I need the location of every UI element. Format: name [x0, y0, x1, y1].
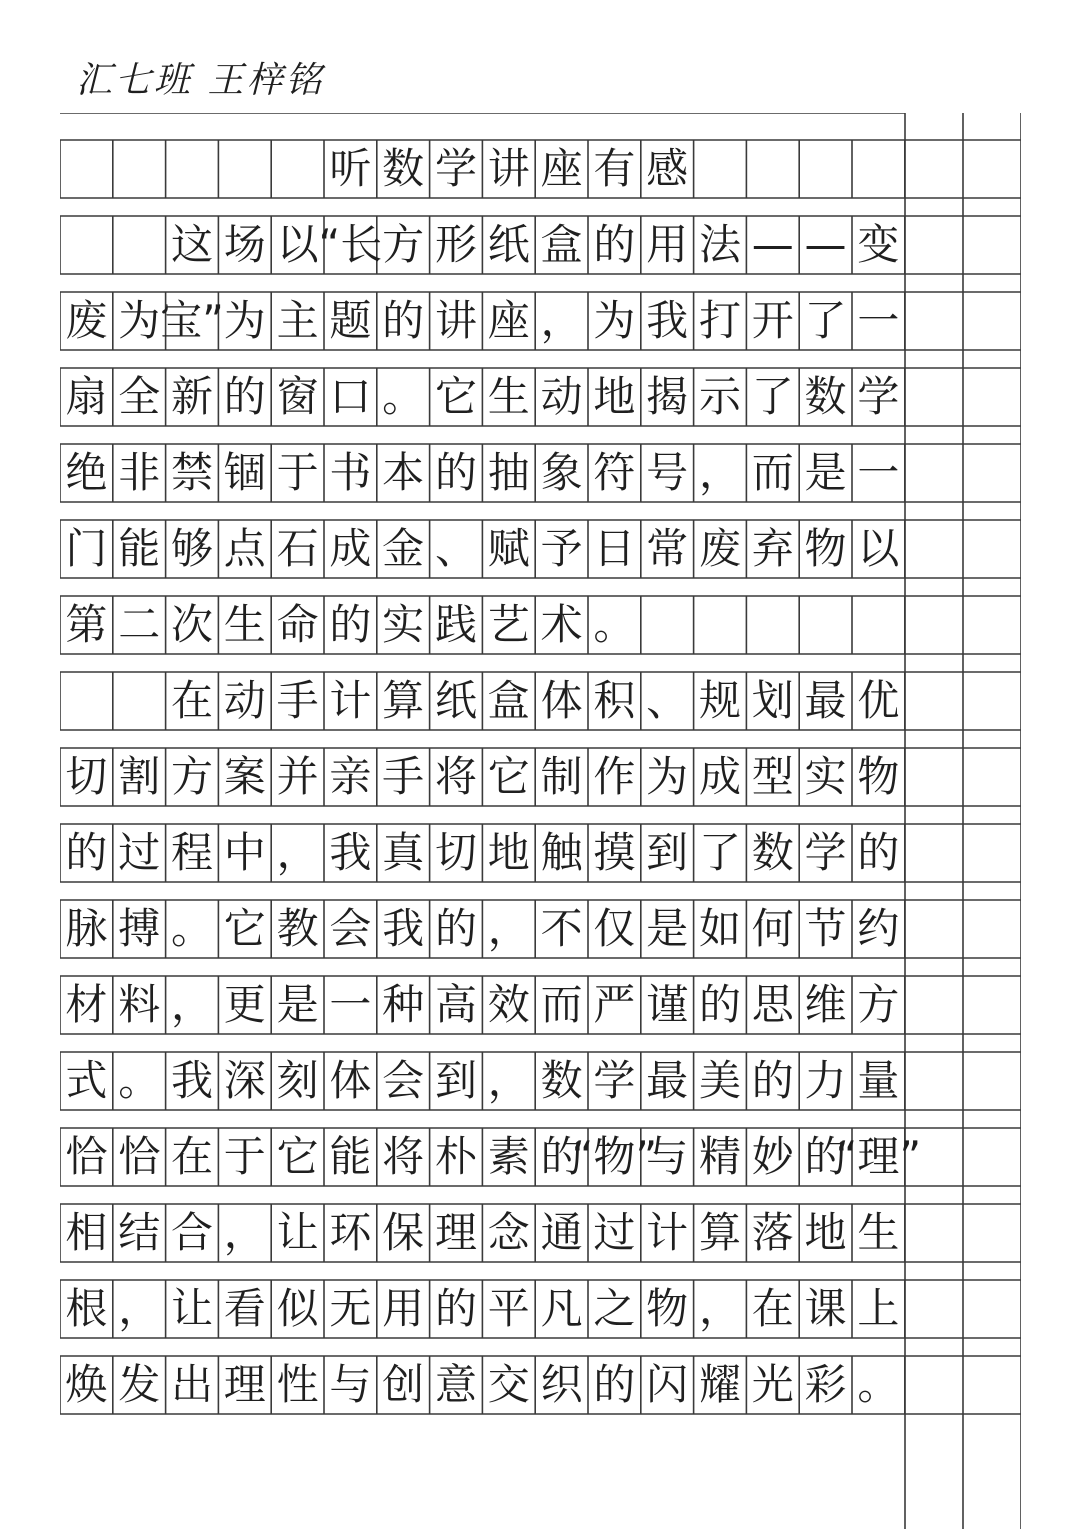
grid-cell: 不 [540, 904, 583, 953]
grid-cell: 平 [487, 1284, 530, 1333]
grid-cell: 理 [223, 1360, 266, 1409]
grid-cell: 为 [593, 296, 636, 345]
grid-cell: 的 [329, 600, 372, 649]
grid-cell: 一 [857, 296, 900, 345]
grid-cell: 刻 [276, 1056, 319, 1105]
grid-cell: 料 [118, 980, 161, 1029]
grid-cell: 禁 [170, 448, 213, 497]
grid-cell: 地 [487, 828, 530, 877]
grid-cell: 生 [487, 372, 530, 421]
grid-cell: “长 [318, 220, 383, 269]
grid-cell: 光 [751, 1360, 794, 1409]
grid-cell: 弃 [751, 524, 794, 573]
grid-cell: 切 [434, 828, 477, 877]
grid-cell [852, 596, 905, 654]
grid-cell: 到 [434, 1056, 477, 1105]
grid-cell: 它 [434, 372, 477, 421]
grid-cell: 方 [382, 220, 425, 269]
grid-cell: 书 [329, 448, 372, 497]
grid-cell: 是 [646, 904, 689, 953]
grid-cell: 象 [540, 448, 583, 497]
grid-cell: 物 [646, 1284, 689, 1333]
grid-cell: 手 [276, 676, 319, 725]
grid-cell: — [751, 220, 794, 269]
grid-cell: 合 [170, 1208, 213, 1257]
grid-cell: 成 [698, 752, 741, 801]
grid-row [60, 216, 905, 274]
grid-cell: 地 [804, 1208, 847, 1257]
grid-cell: 次 [170, 600, 213, 649]
grid-cell: 形 [434, 220, 477, 269]
grid-row [60, 1204, 905, 1262]
grid-cell: 相 [65, 1208, 108, 1257]
grid-cell: 石 [276, 524, 319, 573]
grid-cell: 深 [223, 1056, 266, 1105]
grid-cell: 素 [487, 1132, 530, 1181]
grid-cell: 更 [223, 980, 266, 1029]
grid-cell: 日 [593, 524, 636, 573]
grid-cell: 的 [857, 828, 900, 877]
grid-cell: 学 [434, 144, 477, 193]
grid-cell: ， [698, 448, 741, 497]
grid-cell: 体 [540, 676, 583, 725]
grid-cell: 真 [382, 828, 425, 877]
grid-cell: 亲 [329, 752, 372, 801]
grid-cell: ， [276, 828, 319, 877]
grid-cell: 实 [804, 752, 847, 801]
grid-cell: 绝 [65, 448, 108, 497]
grid-cell: 座 [540, 144, 583, 193]
grid-cell [799, 140, 852, 198]
grid-cell: 在 [751, 1284, 794, 1333]
grid-cell [746, 596, 799, 654]
grid-cell: 践 [434, 600, 477, 649]
grid-cell: ， [487, 1056, 530, 1105]
grid-cell: 看 [223, 1284, 266, 1333]
grid-cell [113, 672, 166, 730]
grid-cell: 废 [65, 296, 108, 345]
grid-cell: 案 [223, 752, 266, 801]
grid-cell: 法 [698, 220, 741, 269]
grid-cell: 它 [487, 752, 530, 801]
grid-row [60, 748, 905, 806]
grid-cell: 金 [382, 524, 425, 573]
grid-cell: 数 [751, 828, 794, 877]
grid-cell: 割 [118, 752, 161, 801]
grid-cell: 盒 [540, 220, 583, 269]
grid-cell: 听 [329, 144, 372, 193]
grid-cell: 如 [698, 904, 741, 953]
grid-cell: 的 [434, 1284, 477, 1333]
grid-cell: 焕 [65, 1360, 108, 1409]
grid-cell: 于 [276, 448, 319, 497]
grid-cell: 约 [857, 904, 900, 953]
grid-cell: 了 [698, 828, 741, 877]
grid-cell: 的 [434, 904, 477, 953]
grid-cell: 赋 [487, 524, 530, 573]
grid-cell: 号 [646, 448, 689, 497]
grid-cell: 保 [382, 1208, 425, 1257]
grid-cell: 中 [223, 828, 266, 877]
manuscript-grid-paper [60, 113, 1021, 1529]
grid-cell: 学 [804, 828, 847, 877]
grid-cell: 纸 [487, 220, 530, 269]
grid-cell: 是 [804, 448, 847, 497]
grid-cell: 而 [751, 448, 794, 497]
grid-cell: ， [223, 1208, 266, 1257]
grid-cell: 讲 [487, 144, 530, 193]
grid-cell: 落 [751, 1208, 794, 1257]
grid-cell: 成 [329, 524, 372, 573]
grid-cell: 发 [118, 1360, 161, 1409]
grid-cell: 上 [857, 1284, 900, 1333]
grid-cell: 符 [593, 448, 636, 497]
grid-cell: 是 [276, 980, 319, 1029]
grid-cell: 场 [223, 220, 266, 269]
grid-cell: 力 [804, 1056, 847, 1105]
grid-cell: 为 [646, 752, 689, 801]
grid-cell: 我 [170, 1056, 213, 1105]
grid-cell: 式 [65, 1056, 108, 1105]
student-name: 汇七班 王梓铭 [76, 60, 325, 101]
grid-cell: 交 [487, 1360, 530, 1409]
grid-cell: 让 [276, 1208, 319, 1257]
grid-cell: 将 [434, 752, 477, 801]
grid-cell: 凡 [540, 1284, 583, 1333]
grid-cell: 理 [434, 1208, 477, 1257]
grid-row [60, 140, 905, 198]
grid-cell: 动 [540, 372, 583, 421]
grid-cell: 维 [804, 980, 847, 1029]
grid-cell: 计 [329, 676, 372, 725]
grid-cell: 美 [698, 1056, 741, 1105]
grid-cell: 闪 [646, 1360, 689, 1409]
grid-cell: 它 [223, 904, 266, 953]
grid-cell: 数 [382, 144, 425, 193]
grid-cell: 、 [434, 524, 477, 573]
grid-cell: 通 [540, 1208, 583, 1257]
grid-cell: 数 [804, 372, 847, 421]
grid-cell: 谨 [646, 980, 689, 1029]
grid-row [60, 368, 905, 426]
grid-cell: 彩 [804, 1360, 847, 1409]
grid-cell: 第 [65, 600, 108, 649]
grid-cell: ， [487, 904, 530, 953]
grid-cell: 题 [329, 296, 372, 345]
grid-cell [166, 140, 219, 198]
grid-cell: 创 [382, 1360, 425, 1409]
grid-cell: 体 [329, 1056, 372, 1105]
grid-cell: 够 [170, 524, 213, 573]
grid-cell: 方 [170, 752, 213, 801]
grid-cell: 一 [857, 448, 900, 497]
grid-cell: 出 [170, 1360, 213, 1409]
grid-cell: 我 [382, 904, 425, 953]
grid-cell: 量 [857, 1056, 900, 1105]
grid-cell: 变 [857, 220, 900, 269]
grid-cell: 。 [382, 372, 425, 421]
grid-cell: 妙 [751, 1132, 794, 1181]
grid-cell: 最 [646, 1056, 689, 1105]
grid-row [60, 900, 905, 958]
grid-cell: 、 [646, 676, 689, 725]
grid-cell: 讲 [434, 296, 477, 345]
grid-cell: 的 [593, 220, 636, 269]
grid-row [60, 1052, 905, 1110]
grid-cell [113, 140, 166, 198]
grid-cell: 宝” [160, 296, 224, 345]
grid-cell: 之 [593, 1284, 636, 1333]
grid-cell: 与 [646, 1132, 689, 1181]
grid-cell: 思 [751, 980, 794, 1029]
grid-cell: 种 [382, 980, 425, 1029]
grid-cell: 开 [751, 296, 794, 345]
grid-cell: 课 [804, 1284, 847, 1333]
grid-cell: 的 [434, 448, 477, 497]
grid-cell: 为 [118, 296, 161, 345]
grid-cell: 以 [276, 220, 319, 269]
grid-cell: 型 [751, 752, 794, 801]
grid-cell: 常 [646, 524, 689, 573]
grid-cell: 结 [118, 1208, 161, 1257]
grid-cell: 计 [646, 1208, 689, 1257]
grid-cell: 算 [382, 676, 425, 725]
grid-cell: ， [170, 980, 213, 1029]
grid-cell: 制 [540, 752, 583, 801]
grid-cell: 搏 [118, 904, 161, 953]
grid-cell: 生 [223, 600, 266, 649]
grid-cell: 手 [382, 752, 425, 801]
grid-row [60, 520, 905, 578]
grid-cell: — [804, 220, 847, 269]
grid-cell: 艺 [487, 600, 530, 649]
grid-cell: 在 [170, 676, 213, 725]
grid-cell: 学 [857, 372, 900, 421]
grid-cell: 地 [593, 372, 636, 421]
grid-row [60, 976, 905, 1034]
grid-cell: 扇 [65, 372, 108, 421]
grid-cell: 于 [223, 1132, 266, 1181]
grid-cell: 的 [540, 1132, 583, 1181]
grid-cell: 。 [593, 600, 636, 649]
grid-cell: 新 [170, 372, 213, 421]
grid-cell: 窗 [276, 372, 319, 421]
grid-cell: 揭 [646, 372, 689, 421]
grid-cell: 有 [593, 144, 636, 193]
grid-cell: 念 [487, 1208, 530, 1257]
grid-cell: 会 [329, 904, 372, 953]
grid-cell: 的 [382, 296, 425, 345]
grid-cell: 耀 [698, 1360, 741, 1409]
grid-cell: 。 [118, 1056, 161, 1105]
grid-cell: 在 [170, 1132, 213, 1181]
grid-cell: 全 [118, 372, 161, 421]
grid-cell: 数 [540, 1056, 583, 1105]
grid-row [60, 292, 905, 350]
grid-cell: 为 [223, 296, 266, 345]
grid-cell: 优 [857, 676, 900, 725]
grid-cell [694, 596, 747, 654]
grid-cell [218, 140, 271, 198]
grid-cell: 感 [646, 144, 689, 193]
grid-cell: 与 [329, 1360, 372, 1409]
grid-cell [641, 596, 694, 654]
grid-cell: 二 [118, 600, 161, 649]
grid-cell: 。 [170, 904, 213, 953]
grid-cell: 这 [170, 220, 213, 269]
grid-cell [799, 596, 852, 654]
grid-cell: 纸 [434, 676, 477, 725]
grid-cell: 门 [65, 524, 108, 573]
grid-cell: 切 [65, 752, 108, 801]
grid-cell: “物” [571, 1132, 658, 1181]
grid-cell: 的 [593, 1360, 636, 1409]
grid-cell: 划 [751, 676, 794, 725]
grid-cell: 能 [118, 524, 161, 573]
grid-cell: “理” [835, 1132, 922, 1181]
grid-cell: 能 [329, 1132, 372, 1181]
grid-cell: 会 [382, 1056, 425, 1105]
grid-cell: 严 [593, 980, 636, 1029]
grid-cell [271, 140, 324, 198]
grid-cell: 打 [698, 296, 741, 345]
grid-cell: 过 [118, 828, 161, 877]
grid-cell: 我 [329, 828, 372, 877]
grid-cell: 废 [698, 524, 741, 573]
grid-cell: 何 [751, 904, 794, 953]
grid-cell: 织 [540, 1360, 583, 1409]
grid-cell: 性 [276, 1360, 319, 1409]
grid-cell: 命 [276, 600, 319, 649]
grid-cell: 精 [698, 1132, 741, 1181]
grid-row [60, 596, 905, 654]
grid-cell: 抽 [487, 448, 530, 497]
grid-cell: 用 [382, 1284, 425, 1333]
grid-cell [694, 140, 747, 198]
grid-cell: 恰 [118, 1132, 161, 1181]
grid-cell: 让 [170, 1284, 213, 1333]
grid-cell: 意 [434, 1360, 477, 1409]
grid-cell: 主 [276, 296, 319, 345]
grid-cell: 锢 [223, 448, 266, 497]
grid-cell: 积 [593, 676, 636, 725]
grid-cell: ， [540, 296, 583, 345]
grid-cell [60, 140, 113, 198]
grid-cell: 程 [170, 828, 213, 877]
grid-cell: 的 [804, 1132, 847, 1181]
grid-cell: 生 [857, 1208, 900, 1257]
grid-cell: 到 [646, 828, 689, 877]
grid-cell: 的 [751, 1056, 794, 1105]
grid-cell: 用 [646, 220, 689, 269]
grid-cell: 本 [382, 448, 425, 497]
grid-cell [60, 672, 113, 730]
grid-cell: 恰 [65, 1132, 108, 1181]
grid-cell: 口 [329, 372, 372, 421]
grid-cell: 节 [804, 904, 847, 953]
grid-cell: 最 [804, 676, 847, 725]
grid-cell: 材 [65, 980, 108, 1029]
grid-cell: 的 [65, 828, 108, 877]
grid-cell: 示 [698, 372, 741, 421]
grid-cell: 仅 [593, 904, 636, 953]
grid-cell: 环 [329, 1208, 372, 1257]
grid-cell: 座 [487, 296, 530, 345]
grid-cell: 物 [804, 524, 847, 573]
grid-cell: 物 [857, 752, 900, 801]
grid-cell: 方 [857, 980, 900, 1029]
grid-cell: 点 [223, 524, 266, 573]
grid-row [60, 1356, 905, 1414]
grid-row [60, 1128, 922, 1186]
grid-cell: 作 [593, 752, 636, 801]
grid-cell: 规 [698, 676, 741, 725]
grid-cell: 似 [276, 1284, 319, 1333]
grid-cell: 朴 [434, 1132, 477, 1181]
grid-cell: 学 [593, 1056, 636, 1105]
grid-cell: 的 [698, 980, 741, 1029]
grid-cell [60, 216, 113, 274]
grid-cell: 动 [223, 676, 266, 725]
grid-row [60, 824, 905, 882]
grid-cell: 盒 [487, 676, 530, 725]
grid-row [60, 1280, 905, 1338]
grid-cell: 脉 [65, 904, 108, 953]
grid-cell: 将 [382, 1132, 425, 1181]
grid-cell: 一 [329, 980, 372, 1029]
grid-cell: 。 [857, 1360, 900, 1409]
grid-cell: 的 [223, 372, 266, 421]
grid-cell: 非 [118, 448, 161, 497]
grid-row [60, 444, 905, 502]
grid-cell: 它 [276, 1132, 319, 1181]
grid-cell [113, 216, 166, 274]
grid-cell: 根 [65, 1284, 108, 1333]
grid-cell: 摸 [593, 828, 636, 877]
grid-cell: 予 [540, 524, 583, 573]
grid-cell [746, 140, 799, 198]
grid-cell: 而 [540, 980, 583, 1029]
grid-cell: 过 [593, 1208, 636, 1257]
grid-cell: 触 [540, 828, 583, 877]
grid-cell: 了 [751, 372, 794, 421]
grid-cell: 了 [804, 296, 847, 345]
grid-cell: 无 [329, 1284, 372, 1333]
grid-cell: 并 [276, 752, 319, 801]
grid-cell [852, 140, 905, 198]
grid-cell: 我 [646, 296, 689, 345]
grid-cell: 术 [540, 600, 583, 649]
grid-row [60, 672, 905, 730]
grid-cell: 以 [857, 524, 900, 573]
grid-cell: ， [698, 1284, 741, 1333]
grid-cell: 高 [434, 980, 477, 1029]
grid-cell: 效 [487, 980, 530, 1029]
grid-cell: 教 [276, 904, 319, 953]
grid-cell: 实 [382, 600, 425, 649]
grid-cell: 算 [698, 1208, 741, 1257]
grid-cell: ， [118, 1284, 161, 1333]
